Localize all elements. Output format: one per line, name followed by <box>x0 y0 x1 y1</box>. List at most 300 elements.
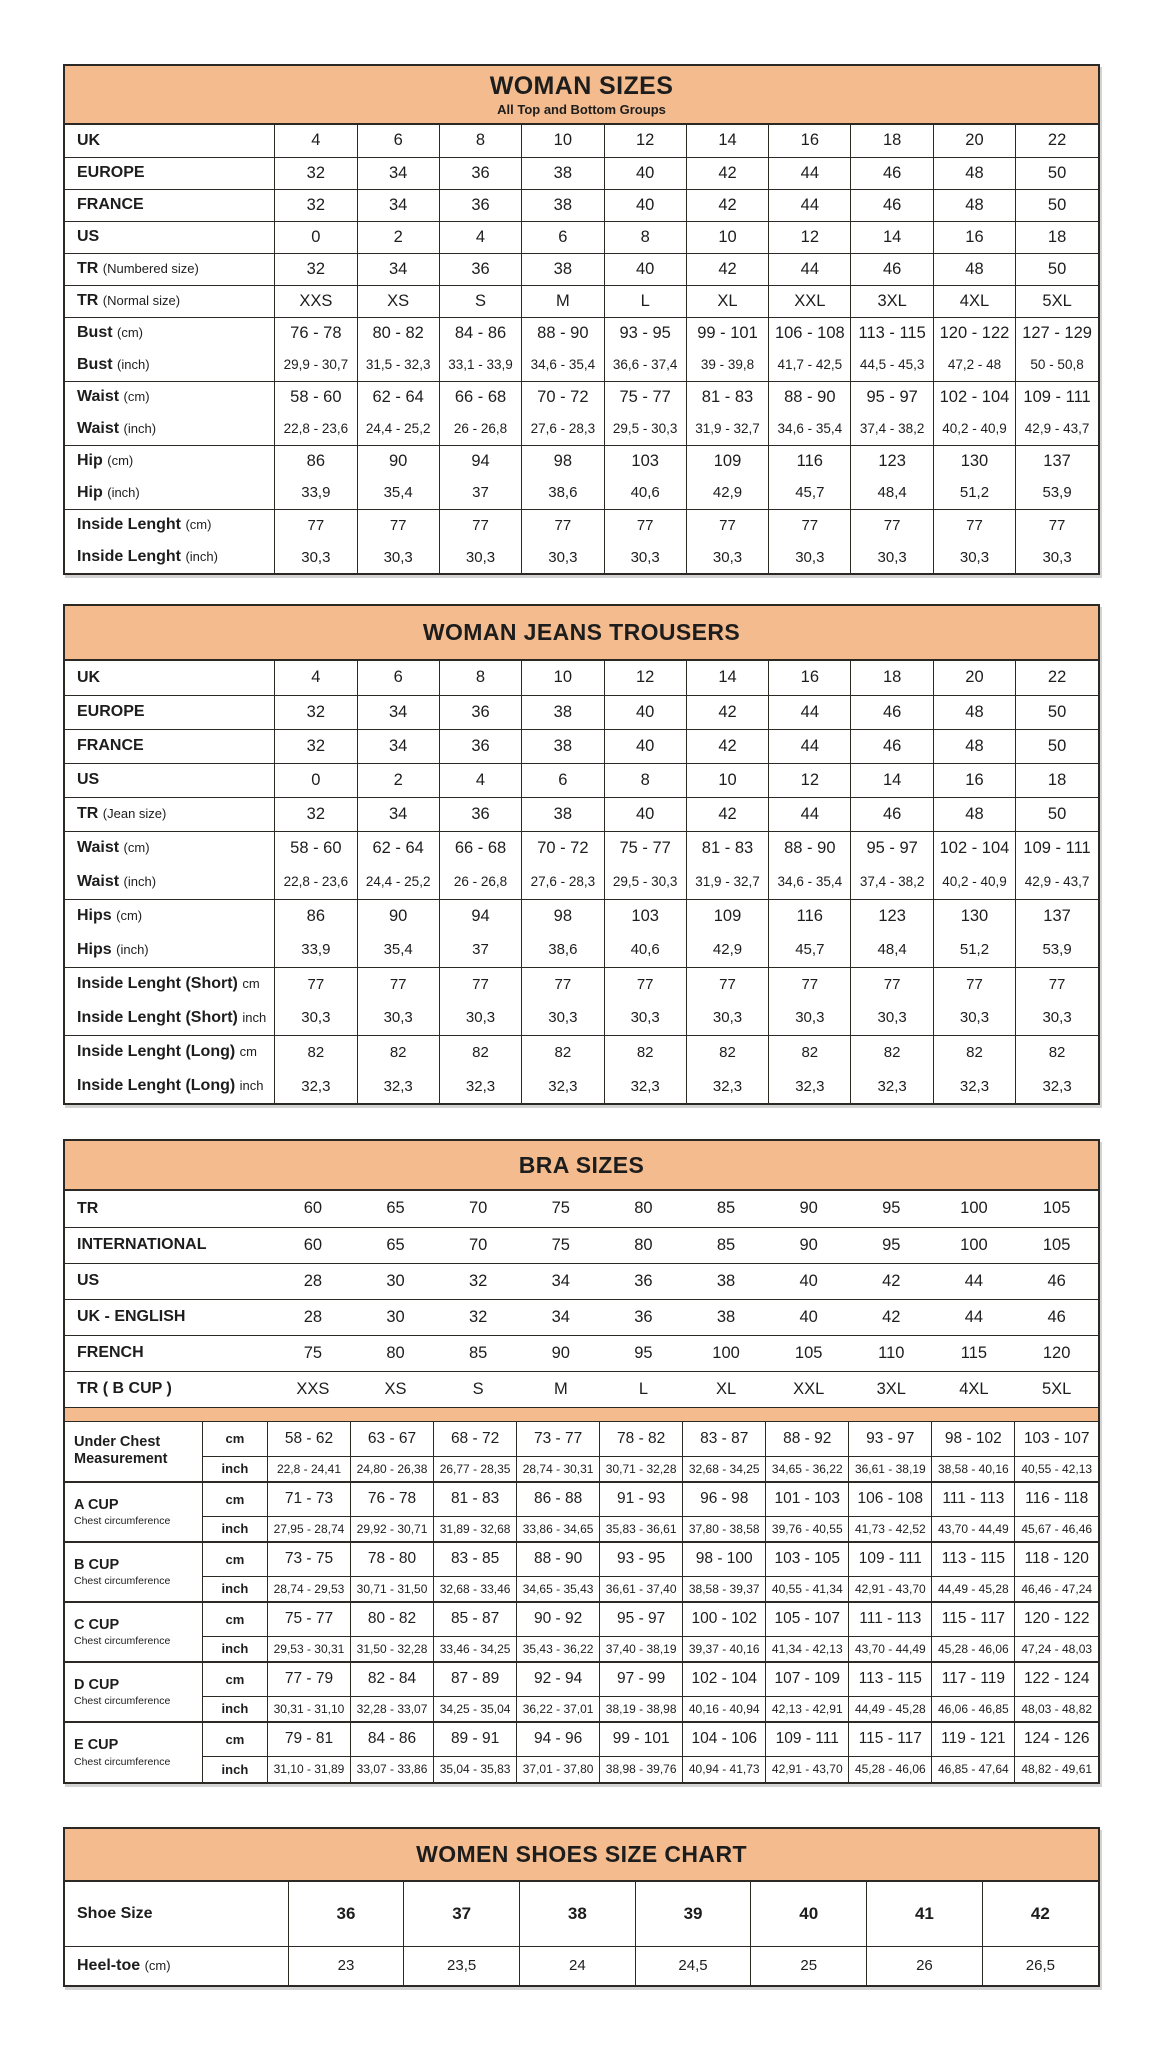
table-row <box>65 1542 1098 1576</box>
value-cell: 29,5 - 30,3 <box>604 413 686 445</box>
value-cell: 38,58 - 40,16 <box>932 1456 1015 1482</box>
table-row <box>65 189 1098 221</box>
value-cell: 32,68 - 33,46 <box>434 1576 517 1602</box>
value-cell: 77 <box>439 509 521 541</box>
value-cell: 45,67 - 46,46 <box>1015 1516 1098 1542</box>
value-cell: 105 <box>1015 1227 1098 1263</box>
value-cell: 94 <box>439 445 521 477</box>
value-cell: 30,3 <box>604 541 686 573</box>
value-cell: 71 - 73 <box>267 1482 350 1516</box>
value-cell: 109 - 111 <box>1016 381 1098 413</box>
value-cell: L <box>604 285 686 317</box>
value-cell: 42,9 <box>686 477 768 509</box>
value-cell: 95 - 97 <box>600 1602 683 1636</box>
value-cell: 40,16 - 40,94 <box>683 1696 766 1722</box>
value-cell: 50 <box>1016 189 1098 221</box>
value-cell: 33,9 <box>275 933 357 967</box>
value-cell: 37,4 - 38,2 <box>851 865 933 899</box>
value-cell: 18 <box>1016 763 1098 797</box>
value-cell: 116 <box>769 445 851 477</box>
value-cell: 2 <box>357 763 439 797</box>
table-row <box>65 477 1098 509</box>
row-label <box>65 1882 288 1946</box>
value-cell: 93 - 95 <box>600 1542 683 1576</box>
value-cell: 130 <box>933 899 1015 933</box>
value-cell: 32 <box>437 1299 520 1335</box>
table-row <box>65 221 1098 253</box>
value-cell: 10 <box>522 125 604 157</box>
table-row <box>65 1422 1098 1456</box>
value-cell: 26,77 - 28,35 <box>434 1456 517 1482</box>
value-cell: 111 - 113 <box>932 1482 1015 1516</box>
value-cell: 44 <box>769 695 851 729</box>
table-row <box>65 729 1098 763</box>
value-cell: 37,4 - 38,2 <box>851 413 933 445</box>
value-cell: 24 <box>520 1946 636 1985</box>
table-row <box>65 1516 1098 1542</box>
row-label-unit: cm <box>242 976 260 992</box>
value-cell: 36,6 - 37,4 <box>604 349 686 381</box>
row-label-text: FRANCE <box>77 737 144 754</box>
value-cell: 36 <box>439 157 521 189</box>
value-cell: 44,49 - 45,28 <box>849 1696 932 1722</box>
value-cell: 31,89 - 32,68 <box>434 1516 517 1542</box>
value-cell: 44 <box>769 189 851 221</box>
value-cell: 109 <box>686 445 768 477</box>
value-cell: 79 - 81 <box>267 1722 350 1756</box>
value-cell: 63 - 67 <box>351 1422 434 1456</box>
value-cell: 32,3 <box>769 1069 851 1103</box>
value-cell: 130 <box>933 445 1015 477</box>
woman-jeans-header <box>65 606 1098 661</box>
value-cell: 40,6 <box>604 477 686 509</box>
row-label-text: Waist <box>77 419 120 437</box>
value-cell: 8 <box>439 661 521 695</box>
value-cell: 30,3 <box>686 1001 768 1035</box>
row-label-unit: (cm) <box>144 1957 171 1973</box>
table-row <box>65 933 1098 967</box>
value-cell: 46 <box>1015 1263 1098 1299</box>
value-cell: 42 <box>686 253 768 285</box>
value-cell: 26 <box>867 1946 983 1985</box>
value-cell: 30,3 <box>769 541 851 573</box>
value-cell: 6 <box>357 125 439 157</box>
row-label <box>65 125 275 157</box>
table-row <box>65 157 1098 189</box>
table-row <box>65 1576 1098 1602</box>
value-cell: 29,9 - 30,7 <box>275 349 357 381</box>
row-label <box>65 1299 272 1335</box>
value-cell: 44,5 - 45,3 <box>851 349 933 381</box>
value-cell: 32,28 - 33,07 <box>351 1696 434 1722</box>
row-label-text: INTERNATIONAL <box>77 1236 207 1253</box>
value-cell: 100 - 102 <box>683 1602 766 1636</box>
value-cell: 23 <box>288 1946 404 1985</box>
value-cell: 78 - 80 <box>351 1542 434 1576</box>
value-cell: 110 <box>850 1335 933 1371</box>
value-cell: 88 - 90 <box>517 1542 600 1576</box>
value-cell: 77 <box>275 967 357 1001</box>
value-cell: 32,68 - 34,25 <box>683 1456 766 1482</box>
row-label-unit: (inch) <box>116 941 149 957</box>
value-cell: 109 - 111 <box>849 1542 932 1576</box>
value-cell: 6 <box>357 661 439 695</box>
value-cell: 48 <box>933 695 1015 729</box>
row-label-text: Hip <box>77 452 103 470</box>
row-label <box>65 1001 275 1035</box>
value-cell: 46 <box>851 729 933 763</box>
table-row <box>65 509 1098 541</box>
value-cell: 81 - 83 <box>686 831 768 865</box>
value-cell: 85 <box>685 1191 768 1227</box>
row-label-unit: (inch) <box>185 549 218 564</box>
value-cell: 40 <box>604 189 686 221</box>
cup-subtitle-text: Chest circumference <box>74 1755 171 1768</box>
value-cell: 32,3 <box>439 1069 521 1103</box>
value-cell: 82 <box>769 1035 851 1069</box>
value-cell: 32,3 <box>522 1069 604 1103</box>
value-cell: 90 <box>767 1191 850 1227</box>
row-label-unit: inch <box>242 1009 267 1025</box>
value-cell: 90 <box>357 445 439 477</box>
row-label-text: Inside Lenght (Long) <box>77 1043 236 1061</box>
value-cell: 38 <box>522 157 604 189</box>
value-cell: 109 - 111 <box>766 1722 849 1756</box>
value-cell: 51,2 <box>933 933 1015 967</box>
row-label <box>65 1371 272 1407</box>
value-cell: 81 - 83 <box>434 1482 517 1516</box>
value-cell: 80 - 82 <box>351 1602 434 1636</box>
value-cell: 38 <box>685 1263 768 1299</box>
table-row <box>65 125 1098 157</box>
cup-label <box>65 1662 202 1722</box>
cup-label <box>65 1482 202 1542</box>
table-row <box>65 1722 1098 1756</box>
value-cell: 77 <box>439 967 521 1001</box>
value-cell: 120 <box>1015 1335 1098 1371</box>
value-cell: 32 <box>275 797 357 831</box>
cup-subtitle-text: Chest circumference <box>74 1695 171 1708</box>
value-cell: 39,37 - 40,16 <box>683 1636 766 1662</box>
value-cell: 77 <box>604 967 686 1001</box>
value-cell: 77 <box>933 967 1015 1001</box>
value-cell: 42 <box>686 729 768 763</box>
value-cell: 88 - 92 <box>766 1422 849 1456</box>
value-cell: 38 <box>522 729 604 763</box>
value-cell: 40,94 - 41,73 <box>683 1756 766 1782</box>
value-cell: 45,28 - 46,06 <box>932 1636 1015 1662</box>
value-cell: 4 <box>275 125 357 157</box>
value-cell: 60 <box>272 1227 355 1263</box>
value-cell: 86 <box>275 445 357 477</box>
row-label <box>65 253 275 285</box>
table-row <box>65 1371 1098 1407</box>
value-cell: 102 - 104 <box>933 831 1015 865</box>
table-row <box>65 381 1098 413</box>
value-cell: XS <box>354 1371 437 1407</box>
value-cell: 92 - 94 <box>517 1662 600 1696</box>
value-cell: 107 - 109 <box>766 1662 849 1696</box>
value-cell: 70 <box>437 1227 520 1263</box>
value-cell: 42 <box>850 1263 933 1299</box>
value-cell: 42 <box>850 1299 933 1335</box>
value-cell: 103 <box>604 899 686 933</box>
value-cell: 77 <box>604 509 686 541</box>
value-cell: 85 <box>437 1335 520 1371</box>
row-label <box>65 967 275 1001</box>
shoes-title: WOMEN SHOES SIZE CHART <box>416 1841 747 1867</box>
bra-cup-grid <box>65 1422 1098 1782</box>
value-cell: 4 <box>439 763 521 797</box>
value-cell: 77 <box>686 509 768 541</box>
row-label-text: TR <box>77 805 99 822</box>
value-cell: 6 <box>522 763 604 797</box>
value-cell: 44 <box>933 1263 1016 1299</box>
value-cell: 39 - 39,8 <box>686 349 768 381</box>
row-label-unit: (cm) <box>107 453 134 469</box>
row-label <box>65 381 275 413</box>
value-cell: 82 <box>357 1035 439 1069</box>
value-cell: 18 <box>851 125 933 157</box>
value-cell: 117 - 119 <box>932 1662 1015 1696</box>
value-cell: XL <box>685 1371 768 1407</box>
value-cell: 97 - 99 <box>600 1662 683 1696</box>
value-cell: 3XL <box>850 1371 933 1407</box>
row-label-unit: (cm) <box>123 389 150 405</box>
value-cell: 70 <box>437 1191 520 1227</box>
value-cell: 4 <box>275 661 357 695</box>
value-cell: 77 <box>1016 509 1098 541</box>
value-cell: 77 <box>357 509 439 541</box>
row-label-text: US <box>77 771 100 788</box>
value-cell: 34,6 - 35,4 <box>769 413 851 445</box>
table-row <box>65 253 1098 285</box>
value-cell: 137 <box>1016 445 1098 477</box>
row-label <box>65 933 275 967</box>
value-cell: 42 <box>686 157 768 189</box>
value-cell: 26 - 26,8 <box>439 865 521 899</box>
value-cell: 70 - 72 <box>522 831 604 865</box>
value-cell: 38,6 <box>522 477 604 509</box>
value-cell: 42,13 - 42,91 <box>766 1696 849 1722</box>
row-label-unit: inch <box>239 1078 264 1093</box>
value-cell: 77 <box>275 509 357 541</box>
value-cell: 10 <box>686 221 768 253</box>
value-cell: 16 <box>933 763 1015 797</box>
bra-sizes-header <box>65 1141 1098 1191</box>
value-cell: 42 <box>686 797 768 831</box>
value-cell: 36 <box>439 729 521 763</box>
value-cell: 46 <box>851 189 933 221</box>
table-row <box>65 1035 1098 1069</box>
value-cell: 30,3 <box>275 1001 357 1035</box>
value-cell: 24,4 - 25,2 <box>357 413 439 445</box>
row-label-unit: (inch) <box>123 873 157 889</box>
table-row <box>65 865 1098 899</box>
value-cell: XXS <box>275 285 357 317</box>
unit-cell: inch <box>202 1636 267 1662</box>
value-cell: 46 <box>851 695 933 729</box>
table-row <box>65 661 1098 695</box>
value-cell: 53,9 <box>1016 477 1098 509</box>
value-cell: 93 - 97 <box>849 1422 932 1456</box>
value-cell: 80 <box>602 1191 685 1227</box>
value-cell: 82 <box>439 1035 521 1069</box>
value-cell: 66 - 68 <box>439 831 521 865</box>
value-cell: 42,9 <box>686 933 768 967</box>
row-label <box>65 729 275 763</box>
value-cell: 37 <box>404 1882 520 1946</box>
value-cell: 2 <box>357 221 439 253</box>
row-label-text: Heel-toe <box>77 1956 141 1974</box>
value-cell: 32 <box>275 253 357 285</box>
unit-cell: inch <box>202 1456 267 1482</box>
value-cell: 31,50 - 32,28 <box>351 1636 434 1662</box>
value-cell: 24,80 - 26,38 <box>351 1456 434 1482</box>
value-cell: 29,92 - 30,71 <box>351 1516 434 1542</box>
value-cell: 37,40 - 38,19 <box>600 1636 683 1662</box>
value-cell: 22,8 - 23,6 <box>275 865 357 899</box>
value-cell: 40 <box>751 1882 867 1946</box>
value-cell: 8 <box>604 221 686 253</box>
unit-cell: cm <box>202 1662 267 1696</box>
value-cell: 24,4 - 25,2 <box>357 865 439 899</box>
row-label-unit: (inch) <box>117 356 150 372</box>
woman-sizes-grid <box>65 125 1098 573</box>
value-cell: 77 <box>357 967 439 1001</box>
value-cell: 34 <box>357 695 439 729</box>
row-label-text: Shoe Size <box>77 1904 153 1922</box>
value-cell: 77 <box>769 967 851 1001</box>
value-cell: 80 <box>602 1227 685 1263</box>
value-cell: 30,31 - 31,10 <box>267 1696 350 1722</box>
woman-jeans-title: WOMAN JEANS TROUSERS <box>422 619 741 645</box>
row-label-unit: (cm) <box>123 840 150 856</box>
value-cell: 82 <box>522 1035 604 1069</box>
value-cell: 23,5 <box>404 1946 520 1985</box>
row-label <box>65 797 275 831</box>
value-cell: 32 <box>275 157 357 189</box>
value-cell: 27,6 - 28,3 <box>522 413 604 445</box>
value-cell: 82 <box>275 1035 357 1069</box>
table-row <box>65 1662 1098 1696</box>
row-label <box>65 1035 275 1069</box>
value-cell: 115 - 117 <box>849 1722 932 1756</box>
value-cell: 4XL <box>933 1371 1016 1407</box>
value-cell: 36 <box>439 253 521 285</box>
value-cell: 98 <box>522 899 604 933</box>
row-label-text: FRANCE <box>77 196 144 213</box>
table-row <box>65 1602 1098 1636</box>
row-label <box>65 1227 272 1263</box>
woman-jeans-table <box>63 604 1100 1105</box>
value-cell: 46 <box>851 253 933 285</box>
value-cell: 46,06 - 46,85 <box>932 1696 1015 1722</box>
unit-cell: inch <box>202 1576 267 1602</box>
table-row <box>65 899 1098 933</box>
value-cell: 38,58 - 39,37 <box>683 1576 766 1602</box>
row-label <box>65 349 275 381</box>
value-cell: 31,9 - 32,7 <box>686 865 768 899</box>
value-cell: 48 <box>933 189 1015 221</box>
row-label-text: Inside Lenght <box>77 516 181 534</box>
value-cell: 32 <box>275 695 357 729</box>
value-cell: 4 <box>439 221 521 253</box>
cup-label <box>65 1422 202 1482</box>
value-cell: 28,74 - 30,31 <box>517 1456 600 1482</box>
value-cell: 20 <box>933 661 1015 695</box>
value-cell: 51,2 <box>933 477 1015 509</box>
row-label-text: EUROPE <box>77 703 145 720</box>
table-row <box>65 1696 1098 1722</box>
row-label-unit: (cm) <box>117 325 144 341</box>
value-cell: 46 <box>1015 1299 1098 1335</box>
value-cell: 82 <box>933 1035 1015 1069</box>
value-cell: 80 - 82 <box>357 317 439 349</box>
table-row <box>65 1299 1098 1335</box>
row-label-text: Inside Lenght (Long) <box>77 1077 236 1094</box>
value-cell: 93 - 95 <box>604 317 686 349</box>
value-cell: 68 - 72 <box>434 1422 517 1456</box>
row-label-text: FRENCH <box>77 1344 144 1361</box>
value-cell: 40,2 - 40,9 <box>933 865 1015 899</box>
value-cell: 5XL <box>1015 1371 1098 1407</box>
value-cell: 32,3 <box>275 1069 357 1103</box>
value-cell: 12 <box>769 763 851 797</box>
row-label <box>65 1946 288 1985</box>
value-cell: 38 <box>522 797 604 831</box>
value-cell: 53,9 <box>1016 933 1098 967</box>
value-cell: 86 <box>275 899 357 933</box>
row-label-text: Inside Lenght (Short) <box>77 975 238 993</box>
value-cell: 82 <box>604 1035 686 1069</box>
value-cell: 44 <box>769 729 851 763</box>
value-cell: 65 <box>354 1191 437 1227</box>
value-cell: 40 <box>767 1263 850 1299</box>
value-cell: 22,8 - 23,6 <box>275 413 357 445</box>
value-cell: 65 <box>354 1227 437 1263</box>
row-label-text: Bust <box>77 355 113 373</box>
value-cell: 30 <box>354 1299 437 1335</box>
table-row <box>65 1946 1098 1985</box>
value-cell: 4XL <box>933 285 1015 317</box>
unit-cell: cm <box>202 1482 267 1516</box>
value-cell: 77 - 79 <box>267 1662 350 1696</box>
value-cell: 40,6 <box>604 933 686 967</box>
value-cell: 36 <box>439 189 521 221</box>
value-cell: 38,6 <box>522 933 604 967</box>
unit-cell: inch <box>202 1756 267 1782</box>
value-cell: M <box>522 285 604 317</box>
value-cell: 32 <box>275 729 357 763</box>
row-label-text: UK - ENGLISH <box>77 1308 186 1325</box>
value-cell: 58 - 62 <box>267 1422 350 1456</box>
value-cell: 32 <box>275 189 357 221</box>
row-label-text: US <box>77 228 100 245</box>
value-cell: 73 - 75 <box>267 1542 350 1576</box>
row-label <box>65 221 275 253</box>
value-cell: 35,43 - 36,22 <box>517 1636 600 1662</box>
value-cell: 38,19 - 38,98 <box>600 1696 683 1722</box>
value-cell: 30,3 <box>851 541 933 573</box>
value-cell: 84 - 86 <box>439 317 521 349</box>
value-cell: 102 - 104 <box>683 1662 766 1696</box>
value-cell: 89 - 91 <box>434 1722 517 1756</box>
value-cell: 22 <box>1016 661 1098 695</box>
value-cell: 113 - 115 <box>932 1542 1015 1576</box>
value-cell: 30,3 <box>851 1001 933 1035</box>
value-cell: 66 - 68 <box>439 381 521 413</box>
